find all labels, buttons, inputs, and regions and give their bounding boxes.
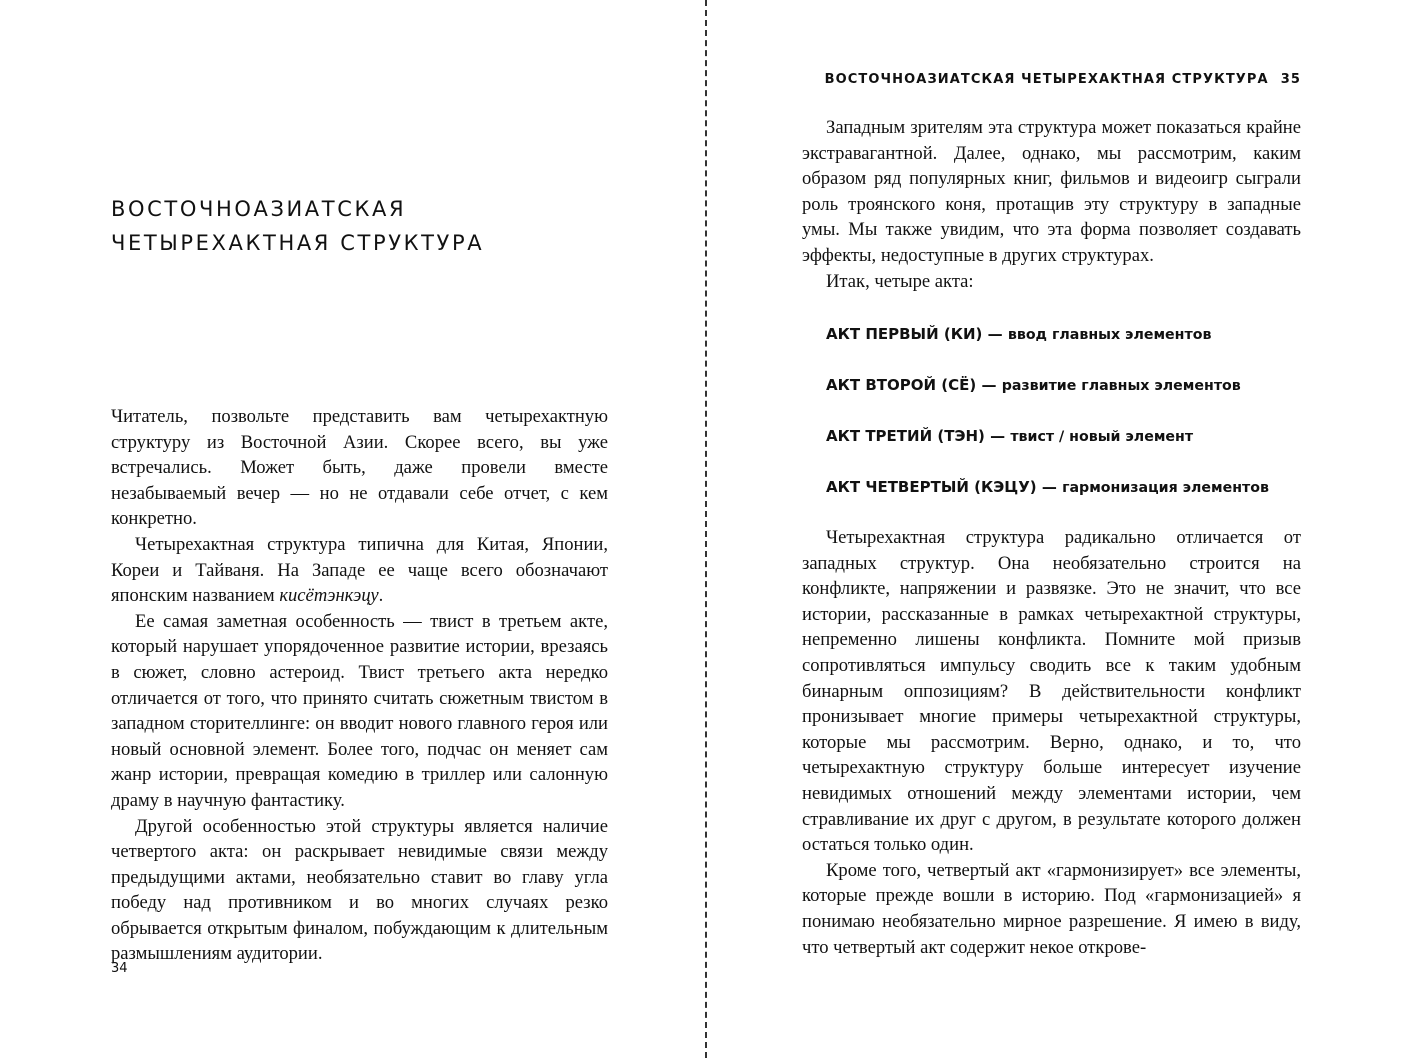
paragraph: Кроме того, четвертый акт «гармонизирует» все элементы, которые прежде вошли в историю. Под «гармонизацией» я понимаю необязательно мирное разрешение. Я имею в виду, что четвертый акт содержит некое открове- xyxy=(802,859,1301,958)
act-name: АКТ ПЕРВЫЙ (КИ) xyxy=(826,325,983,343)
paragraph: Читатель, позвольте представить вам четырехактную структуру из Восточной Азии. Скорее всего, вы уже встречались. Может быть, даже провели вместе незабываемый вечер — но не отдавали себе отчет, с кем конкретно. xyxy=(111,406,608,530)
paragraph: Четырехактная структура радикально отличается от западных структур. Она необязательно строится на конфликте, напряжении и развязке. Это не значит, что все истории, рассказанные в рамках четырехактной структуры, непременно лишены конфликта. Помните мой призыв сопротивляться импульсу сводить все к таким удобным бинарным оппозициям? В действительности конфликт пронизывает многие примеры четырехактной структуры, которые мы рассмотрим. Верно, однако, и то, что четырехактную структуру больше интересует изучение невидимых отношений между элементами истории, чем стравливание их друг с другом, в результате которого должен остаться только один. xyxy=(802,527,1301,856)
acts-list xyxy=(826,322,1326,526)
act-item xyxy=(826,475,1326,526)
act-item xyxy=(826,373,1326,424)
paragraph: Итак, четыре акта: xyxy=(826,270,974,292)
act-name: АКТ ТРЕТИЙ (ТЭН) xyxy=(826,427,985,445)
right-body-text xyxy=(802,525,1301,960)
running-head xyxy=(825,72,1301,87)
paragraph-text-end: . xyxy=(378,585,384,607)
act-description: гармонизация элементов xyxy=(1062,480,1270,496)
act-description: твист / новый элемент xyxy=(1010,429,1194,445)
paragraph-text: Четырехактная структура типична для Китая, Японии, Кореи и Тайваня. На Западе ее чаще всего обозначают японским названием xyxy=(111,533,608,607)
paragraph: Другой особенностью этой структуры является наличие четвертого акта: он раскрывает невидимые связи между предыдущими актами, необязательно ставит во главу угла победу над противником и во многих случаях резко обрывается открытым финалом, побуждающим к длительным размышлениям аудитории. xyxy=(111,815,608,965)
italic-term: кисётэнкэцу xyxy=(279,585,379,607)
running-head-title: ВОСТОЧНОАЗИАТСКАЯ ЧЕТЫРЕХАКТНАЯ СТРУКТУРА xyxy=(824,72,1269,87)
right-page xyxy=(707,0,1410,1058)
paragraph: Ее самая заметная особенность — твист в третьем акте, который нарушает упорядоченное развитие истории, врезаясь в сюжет, словно астероид. Твист третьего акта нередко отличается от того, что принято считать сюжетным твистом в западном сторителлинге: он вводит нового главного героя или новый основной элемент. Более того, подчас он меняет сам жанр истории, превращая комедию в триллер или салонную драму в научную фантастику. xyxy=(111,610,608,811)
act-dash: — xyxy=(976,376,1002,394)
act-description: развитие главных элементов xyxy=(1001,378,1241,394)
act-description: ввод главных элементов xyxy=(1007,327,1212,343)
left-body-text xyxy=(111,404,608,967)
paragraph-with-italic xyxy=(111,532,608,609)
page-number-left: 34 xyxy=(111,961,128,976)
act-item xyxy=(826,322,1326,373)
chapter-title-line-1: ВОСТОЧНОАЗИАТСКАЯ xyxy=(111,197,407,221)
act-dash: — xyxy=(984,427,1011,445)
page-number-right: 35 xyxy=(1280,72,1301,87)
act-item xyxy=(826,424,1326,475)
act-name: АКТ ЧЕТВЕРТЫЙ (КЭЦУ) xyxy=(826,478,1037,496)
act-name: АКТ ВТОРОЙ (СЁ) xyxy=(826,376,977,394)
chapter-title-line-2: ЧЕТЫРЕХАКТНАЯ СТРУКТУРА xyxy=(111,231,485,255)
right-intro-text xyxy=(802,115,1301,294)
chapter-title xyxy=(111,192,631,260)
act-dash: — xyxy=(1036,478,1063,496)
paragraph: Западным зрителям эта структура может показаться крайне экстравагантной. Далее, однако, мы рассмотрим, каким образом ряд популярных книг, фильмов и видеоигр сыграли роль троянского коня, протащив эту структуру в западные умы. Мы также увидим, что эта форма позволяет создавать эффекты, недоступные в других структурах. xyxy=(802,117,1301,266)
act-dash: — xyxy=(982,325,1008,343)
